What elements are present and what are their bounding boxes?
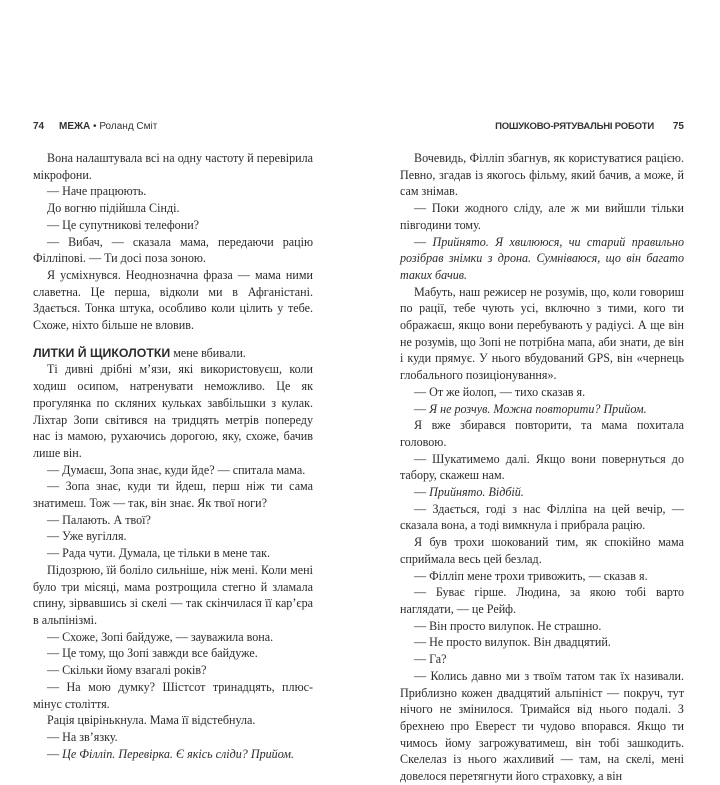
chapter-title: ПОШУКОВО-РЯТУВАЛЬНІ РОБОТИ	[495, 121, 654, 132]
running-header-right	[400, 121, 684, 135]
paragraph	[33, 361, 313, 461]
paragraph-text: — Палають. А твої?	[47, 512, 151, 527]
author-name: Роланд Сміт	[99, 121, 158, 132]
paragraph-text: — Колись давно ми з твоїм татом так їх називали. Приблизно кожен двадцятий альпініст — покруч, тут нічого не змінилося. Тримайся від нього подалі. З брехнею про Еверест ти чудово впорався. Якщо ти чимось йому загрожуватимеш, він тобі зашкодить. Скелелаз із нього жахливий — там, на скелі, мені довелося перетягнути його страховку, а він	[400, 668, 684, 784]
paragraph	[400, 384, 684, 401]
paragraph-text: — Здається, годі з нас Філліпа на цей вечір, — сказала вона, а тоді вимкнула і прибрала рацію.	[400, 501, 684, 533]
title-separator: •	[90, 121, 100, 132]
paragraph	[33, 183, 313, 200]
paragraph-text: До вогню підійшла Сінді.	[47, 201, 180, 216]
paragraph-text: Я не розчув. Можна повторити? Прийом.	[429, 401, 647, 416]
paragraph	[400, 200, 684, 233]
paragraph-text: — Він просто вилупок. Не страшно.	[414, 618, 602, 633]
dialogue-dash: —	[414, 234, 433, 249]
paragraph-text: — Уже вугілля.	[47, 529, 127, 544]
paragraph	[400, 584, 684, 617]
section-lead-in: ЛИТКИ Й ЩИКОЛОТКИ	[33, 345, 171, 360]
paragraph-text: Я усміхнувся. Неоднозначна фраза — мама ними славетна. Це перша, відколи ми в Афганістані. Здається. Тонка штука, особливо коли цілить у тебе. Схоже, ніхто більше не вловив.	[33, 267, 313, 333]
paragraph	[400, 451, 684, 484]
paragraph	[400, 534, 684, 567]
dialogue-dash: —	[47, 746, 63, 761]
paragraph-text: — На зв’язку.	[47, 729, 118, 744]
paragraph	[400, 618, 684, 635]
dialogue-dash: —	[414, 485, 430, 500]
paragraph-text: — Це супутникові телефони?	[47, 217, 200, 232]
page-number: 74	[33, 121, 45, 132]
dialogue-dash: —	[414, 401, 430, 416]
paragraph	[400, 651, 684, 668]
paragraph-text: Підозрюю, їй боліло сильніше, ніж мені. Коли мені було три місяці, мама розтрощила стегно й зламала спину, зірвавшись зі скелі — так скінчилася її кар’єра в альпінізмі.	[33, 562, 313, 627]
paragraph-text: — Думаєш, Зопа знає, куди йде? — спитала мама.	[47, 462, 306, 477]
paragraph	[33, 545, 313, 562]
paragraph	[400, 501, 684, 534]
page-number: 75	[672, 121, 684, 132]
paragraph	[33, 679, 313, 712]
paragraph-text: Рація цвірінькнула. Мама її відстебнула.	[47, 713, 256, 728]
paragraph	[33, 462, 313, 479]
paragraph-text: Вона налаштувала всі на одну частоту й перевірила мікрофони.	[33, 151, 313, 182]
paragraph	[33, 150, 313, 183]
paragraph-text: Ті дивні дрібні м’язи, які використовуєш, коли ходиш осипом, натренувати неможливо. Це як прогулянка по скляних кульках завбільшки з кулак. Ліхтар Зопи світився на тридцять метрів попереду нас із мамою, рухаючись дорогою, яку, схоже, бачив лише він.	[33, 362, 313, 460]
paragraph-text: Прийнято. Відбій.	[429, 485, 524, 500]
book-title: МЕЖА	[59, 121, 91, 132]
paragraph	[33, 729, 313, 746]
paragraph	[400, 234, 684, 284]
right-page	[400, 0, 684, 784]
paragraph	[33, 478, 313, 511]
paragraph-text: — Га?	[414, 652, 447, 667]
paragraph	[400, 634, 684, 651]
paragraph-text: — Наче працюють.	[47, 184, 147, 199]
paragraph-text: — Скільки йому взагалі років?	[47, 663, 207, 678]
paragraph-text: Я був трохи шокований тим, як спокійно мама сприймала весь цей безлад.	[400, 535, 684, 566]
paragraph	[33, 217, 313, 234]
paragraph	[400, 568, 684, 585]
paragraph	[33, 629, 313, 646]
paragraph-text: Вочевидь, Філліп збагнув, як користуватися рацією. Певно, згадав із якогось фільму, який бачив, а може, й сам знімав.	[400, 151, 684, 199]
paragraph	[400, 284, 684, 384]
paragraph	[400, 150, 684, 200]
left-page	[33, 0, 313, 761]
paragraph	[33, 200, 313, 217]
paragraph-text: — От же йолоп, — тихо сказав я.	[414, 384, 586, 399]
paragraph	[33, 645, 313, 662]
paragraph-text: — На мою думку? Шістсот тринадцять, плюс-мінус століття.	[33, 679, 313, 711]
paragraph-text: — Поки жодного сліду, але ж ми вийшли тільки півгодини тому.	[400, 201, 684, 232]
paragraph-text: — Не просто вилупок. Він двадцятий.	[414, 635, 611, 650]
paragraph-text: — Зопа знає, куди ти йдеш, перш ніж ти сама знатимеш. Тож — так, він знає. Як твої ноги?	[33, 479, 313, 511]
paragraph	[33, 562, 313, 629]
paragraph	[33, 528, 313, 545]
paragraph	[33, 345, 313, 362]
paragraph-text: мене вбивали.	[170, 345, 246, 360]
paragraph	[400, 417, 684, 450]
paragraph-text: — Філліп мене трохи тривожить, — сказав я.	[414, 568, 648, 583]
paragraph-text: Я вже збирався повторити, та мама похитала головою.	[400, 418, 684, 449]
paragraph-text: Прийнято. Я хвилююся, чи старий правильно розібрав знімки з дрона. Сумніваюся, що він багато таких бачив.	[400, 234, 684, 282]
paragraph	[33, 662, 313, 679]
paragraph-text: — Це тому, що Зопі завжди все байдуже.	[47, 646, 258, 661]
paragraph-text: — Вибач, — сказала мама, передаючи рацію Філліпові. — Ти досі поза зоною.	[33, 234, 313, 266]
right-page-body	[400, 150, 684, 785]
paragraph-text: — Схоже, Зопі байдуже, — зауважила вона.	[47, 629, 274, 644]
paragraph-text: — Шукатимемо далі. Якщо вони повернуться до табору, скажеш нам.	[400, 451, 684, 483]
book-title-author	[59, 121, 157, 132]
paragraph-text: Це Філліп. Перевірка. Є якісь сліди? Прийом.	[62, 746, 295, 761]
paragraph	[400, 484, 684, 501]
paragraph	[33, 746, 313, 763]
paragraph	[33, 267, 313, 334]
left-page-body	[33, 150, 313, 762]
running-header-left	[33, 121, 313, 135]
paragraph	[33, 234, 313, 267]
paragraph-text: — Буває гірше. Людина, за якою тобі варто наглядати, — це Рейф.	[400, 585, 684, 616]
paragraph	[400, 401, 684, 418]
paragraph-text: Мабуть, наш режисер не розумів, що, коли говориш по рації, тебе чують усі, включно з тими, кого ти ображаєш, якщо вони перебувають у радіусі. А ще він не розумів, що Зопі не потрібна мапа, аби знати, де він і куди прямує. У нього вбудований GPS, він «чернець глобального позиціонування».	[400, 284, 684, 383]
paragraph	[400, 668, 684, 785]
paragraph	[33, 712, 313, 729]
paragraph	[33, 512, 313, 529]
paragraph-text: — Рада чути. Думала, це тільки в мене так.	[47, 546, 271, 561]
